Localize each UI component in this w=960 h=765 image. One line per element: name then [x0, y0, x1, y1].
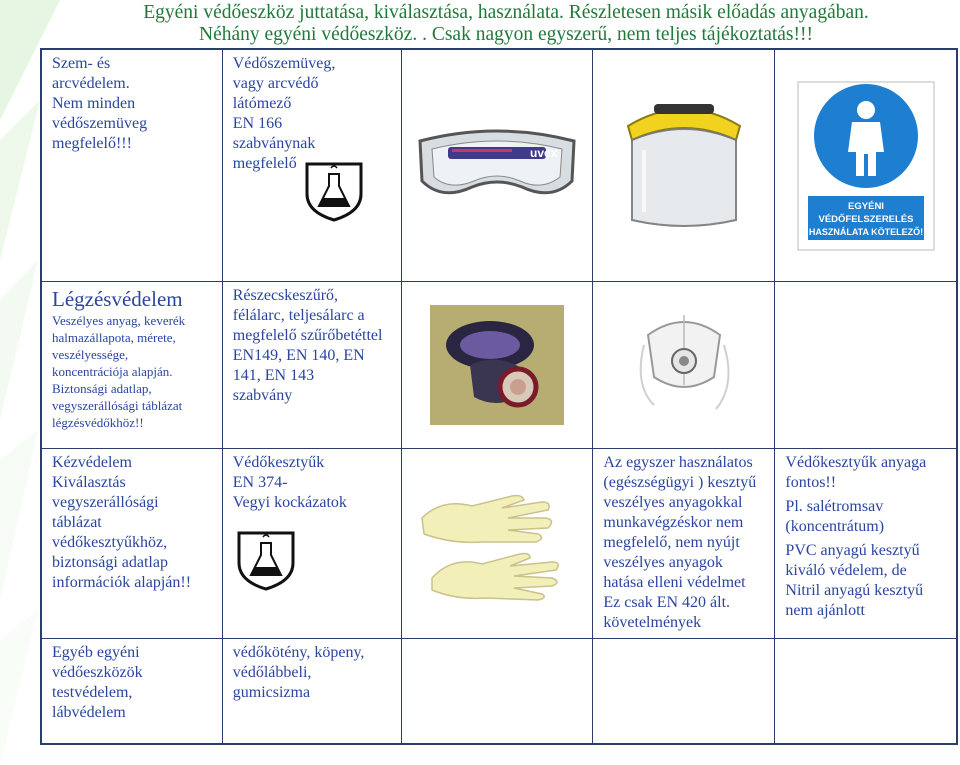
eye-title-cell — [41, 49, 222, 282]
resp-note-line: koncentrációja alapján. — [52, 364, 173, 380]
disposable-line: veszélyes anyagok — [603, 553, 723, 571]
chemical-hazard-icon — [233, 527, 299, 593]
material-line: nem ajánlott — [785, 601, 865, 619]
other-title-line: testvédelem, — [52, 684, 133, 702]
dustmask-image-cell — [593, 282, 775, 448]
resp-note-line: légzésvédőkhöz!! — [52, 415, 144, 431]
hand-note-line: vegyszerállósági — [52, 493, 159, 511]
material-line: fontos!! — [785, 473, 837, 491]
gloves-icon — [412, 478, 582, 608]
resp-desc-line: EN149, EN 140, EN — [232, 347, 365, 365]
disposable-line: (egészségügyi ) kesztyű — [603, 473, 757, 491]
eye-note-line: védőszemüveg — [52, 115, 148, 132]
other-desc-cell — [222, 639, 402, 744]
eye-title-line: Szem- és — [52, 55, 111, 72]
resp-desc-line: Részecskeszűrő, — [232, 287, 339, 305]
goggles-icon — [412, 121, 582, 211]
resp-note-line: Biztonsági adatlap, — [52, 381, 152, 397]
row-respiratory-protection — [41, 282, 957, 448]
material-line: PVC anyagú kesztyű — [785, 541, 920, 559]
other-empty-cell — [402, 639, 593, 744]
disposable-line: követelmények — [603, 613, 702, 631]
disposable-line: hatása elleni védelmet — [603, 573, 746, 591]
sign-text-line: VÉDŐFELSZERELÉS — [818, 213, 914, 225]
hand-material-cell — [775, 448, 957, 639]
respirator-mask-icon — [430, 305, 564, 425]
material-line: (koncentrátum) — [785, 517, 885, 535]
other-title-line: lábvédelem — [52, 704, 126, 722]
ppe-sign-cell — [775, 49, 957, 282]
gloves-image-cell — [402, 448, 593, 639]
sign-text-line: HASZNÁLATA KÖTELEZŐ! — [808, 226, 923, 237]
hand-title-cell — [41, 448, 222, 639]
eye-note-line: Nem minden — [52, 95, 136, 112]
other-title-line: Egyéb egyéni — [52, 644, 140, 662]
eye-desc-line: megfelelő — [232, 155, 297, 172]
hand-desc-line: Védőkesztyűk — [232, 453, 325, 471]
disposable-line: Ez csak EN 420 ált. — [603, 593, 731, 611]
face-shield-icon — [614, 96, 754, 236]
other-empty-cell — [593, 639, 775, 744]
eye-desc-line: Védőszemüveg, — [232, 55, 336, 72]
other-title-cell — [41, 639, 222, 744]
chemical-hazard-icon — [301, 158, 367, 224]
eye-title-line: arcvédelem. — [52, 75, 130, 92]
other-desc-line: védőkötény, köpeny, — [232, 644, 365, 662]
eye-desc-line: EN 166 — [232, 115, 283, 132]
disposable-line: munkavégzéskor nem — [603, 513, 744, 531]
resp-note-line: vegyszerállósági táblázat — [52, 398, 183, 414]
resp-note-line: veszélyessége, — [52, 347, 129, 363]
material-line: kiváló védelem, de — [785, 561, 907, 579]
hand-title: Kézvédelem — [52, 453, 132, 471]
header-line-1: Egyéni védőeszköz juttatása, kiválasztása, használata. Részletesen másik előadás anyagában. — [143, 2, 869, 23]
disposable-line: veszélyes anyagokkal — [603, 493, 743, 511]
hand-desc-line: Vegyi kockázatok — [232, 493, 347, 511]
goggles-brand-label: uvex — [530, 145, 558, 160]
disposable-line: Az egyszer használatos — [603, 453, 753, 471]
dust-mask-icon — [624, 305, 744, 425]
eye-desc-line: szabványnak — [232, 135, 316, 152]
eye-desc-cell — [222, 49, 402, 282]
hand-desc-line: EN 374- — [232, 473, 288, 491]
resp-title-cell — [41, 282, 222, 448]
other-title-line: védőeszközök — [52, 664, 143, 682]
resp-desc-cell — [222, 282, 402, 448]
page-header — [60, 2, 952, 46]
hand-note-line: biztonsági adatlap — [52, 553, 168, 571]
mandatory-ppe-sign-icon — [796, 80, 936, 252]
hand-note-line: Kiválasztás — [52, 473, 126, 491]
material-line: Védőkesztyűk anyaga — [785, 453, 927, 471]
hand-note-line: táblázat — [52, 513, 102, 531]
goggles-image-cell — [402, 49, 593, 282]
resp-empty-cell — [775, 282, 957, 448]
hand-note-line: információk alapján!! — [52, 573, 192, 591]
hand-desc-cell — [222, 448, 402, 639]
row-hand-protection — [41, 448, 957, 639]
resp-desc-line: 141, EN 143 — [232, 367, 315, 385]
eye-desc-line: látómező — [232, 95, 292, 112]
row-other-ppe — [41, 639, 957, 744]
ppe-table — [40, 48, 958, 745]
row-eye-protection — [41, 49, 957, 282]
other-empty-cell — [775, 639, 957, 744]
hand-disposable-cell — [593, 448, 775, 639]
faceshield-image-cell — [593, 49, 775, 282]
material-line: Nitril anyagú kesztyű — [785, 581, 924, 599]
resp-note-line: halmazállapota, mérete, — [52, 330, 176, 346]
other-desc-line: gumicsizma — [232, 684, 311, 702]
eye-desc-line: vagy arcvédő — [232, 75, 319, 92]
halfmask-image-cell — [402, 282, 593, 448]
material-line: Pl. salétromsav — [785, 497, 884, 515]
hand-note-line: védőkesztyűkhöz, — [52, 533, 168, 551]
eye-note-line: megfelelő!!! — [52, 135, 132, 152]
resp-desc-line: szabvány — [232, 387, 293, 405]
resp-desc-line: megfelelő szűrőbetéttel — [232, 327, 383, 345]
header-line-2: Néhány egyéni védőeszköz. . Csak nagyon egyszerű, nem teljes tájékoztatás!!! — [198, 24, 814, 45]
resp-title: Légzésvédelem — [52, 287, 183, 312]
disposable-line: megfelelő, nem nyújt — [603, 533, 740, 551]
resp-note-line: Veszélyes anyag, keverék — [52, 313, 186, 329]
sign-text-line: EGYÉNI — [847, 200, 884, 212]
other-desc-line: védőlábbeli, — [232, 664, 312, 682]
resp-desc-line: félálarc, teljesálarc a — [232, 307, 365, 325]
